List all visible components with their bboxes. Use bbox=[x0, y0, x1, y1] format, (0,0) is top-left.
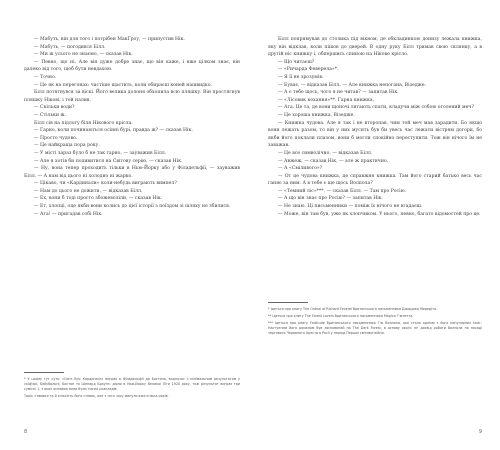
paragraph: — Це хороша книжка, Візедже. bbox=[278, 112, 355, 118]
paragraph: — А що він знає про Росію? — запитав Нік. bbox=[278, 196, 384, 202]
paragraph: — А є тебе щось, чого я не читав? — запитав Нік. bbox=[278, 90, 399, 96]
paragraph: — Я її не зрозумів. bbox=[278, 74, 324, 80]
paragraph: — Мабуть, він для того і потрібен МакГроу, — припустив Нік. bbox=[34, 37, 185, 42]
paragraph: — Що читаєш? bbox=[278, 59, 315, 65]
paragraph: — Ет, хлопці, оце якби вони колись до цієї історії з поїздом зі шляху не збилися. bbox=[34, 204, 231, 210]
paragraph: — Це все символічно, — відказав Білл. bbox=[278, 150, 373, 156]
paragraph: — Це як на перегонах: частіше щастить, коли обираєш коней нашвидко. bbox=[34, 82, 212, 88]
paragraph: Білл потягнувся за віскі. Його велика долоня обхопила всю пляшку. Він простягнув пляшку Нікові, і той налив. bbox=[24, 90, 240, 103]
paragraph: — «Лісовик кохання»**. Гарна книжка. bbox=[278, 97, 375, 103]
footnote-divider bbox=[24, 372, 64, 373]
paragraph: — Гарно, коли починаються осінні бурі, правда ж? — сказав Нік. bbox=[34, 128, 193, 134]
page-number: 8 bbox=[24, 429, 28, 435]
paragraph: — Може, він там був, уже як хлопчиком. У нього, певно, багато відомостей про це. bbox=[278, 211, 481, 217]
paragraph: — Скільки води? bbox=[34, 105, 75, 111]
paragraph: — Ех, вони б тоді просто збожеволіли, — сказав Нік. bbox=[34, 196, 163, 202]
paragraph: — А «Сміливого»? bbox=[278, 166, 323, 172]
page-number: 9 bbox=[478, 429, 482, 435]
paragraph: — Ми ж усього не знаємо, — сказав Нік. bbox=[34, 52, 133, 58]
paragraph: Білл сів на підлогу біля Нікового крісла. bbox=[34, 120, 133, 126]
paragraph: — Буває, — відказав Білл. — Але книжка непогана, Візедже. bbox=[278, 82, 427, 88]
footnote: Торік з'явився та й кількість його ставок, але з того часу минуло вже кілька років. bbox=[24, 393, 169, 398]
footnote: ** Ідеться про книгу The Forest Lovers британського письменника Моріса Г'юлетта. bbox=[268, 313, 414, 318]
footnote: * Ідеться про книгу The Ordeal of Richard Feverel британського письменника Джорджа Мередіта. bbox=[268, 307, 438, 311]
paragraph: — «Ричарда Феверела»*. bbox=[278, 67, 339, 73]
paragraph: — Не знаю. Ці письменники — поміж їх нічого не вгадаєш. bbox=[278, 204, 423, 210]
paragraph: — У місті зараз було б не так гарно, — зауважив Білл. bbox=[34, 150, 167, 156]
footnote: *** Ідеться про книгу Fortitude британського письменника Г'ю Волпола, яка стала однією з його популярних книг. Наступним його романом був заснований на The Dark Forest, в основу якого ліг досвід роботи Волпола на посаді чергового Червоного Хреста в Росії у період Першої світової війни. bbox=[268, 320, 482, 335]
paragraph: — Але я хотів би подивитися на Світову серію, — сказав Нік. bbox=[34, 158, 183, 164]
paragraph: — Мабуть, — погодився Білл. bbox=[34, 44, 106, 50]
paragraph: — Цікаво, чи «Кардинали» коли-небудь виграють вимпел? bbox=[34, 181, 177, 187]
right-page-footnotes bbox=[268, 307, 482, 338]
paragraph: — Це найкраща пора року. bbox=[34, 143, 100, 149]
paragraph: Білл попрямував до столика під вікном, де обкладинкою донизу лежала книжка, яку він відклав, коли пішов до дверей. В одну руку Білл тримав свою склянку, а в другій ніс книжку і, обпершись спиною на Нікове крісло. bbox=[268, 37, 482, 58]
left-page-body bbox=[24, 36, 240, 218]
paragraph: — Точно. bbox=[34, 74, 57, 80]
paragraph: — От це чудова книжка, це справжня книжка. Там його старий батько весь час ганяє за ним. А в тебе є ще щось Волпола? bbox=[268, 173, 482, 187]
paragraph: — «Темний ліс»***, — сказав Білл. — Там про Росію. bbox=[278, 188, 407, 194]
paragraph: — Нам до цього не дожити, — відказав Білл. bbox=[34, 188, 143, 194]
left-page-footnotes bbox=[24, 377, 240, 401]
paragraph: — Певно, що ні. Але він дуже добре знає, що він каже, і вже цілком знає, він далеко від того, щоб бути невдахою. bbox=[24, 59, 240, 73]
paragraph: — Стільки ж. bbox=[34, 112, 67, 118]
right-page-body bbox=[268, 36, 482, 218]
paragraph: — Ага! — пригадав собі Нік. bbox=[34, 211, 103, 217]
paragraph: — Книжка чудова. Але я так і не второпав, чим той меч мав зарадити. Бо якщо вони лежать разом, то він у них мусить був би увесь час лежати вістрям догори, бо якби його поклали плазом, вони б могли спокійно переступити. Тож він нічого їм не заважав. bbox=[268, 120, 482, 149]
paragraph: — Ага. Це та, де вони щоночі лягають спати, кладучи між собою оголений меч? bbox=[278, 105, 474, 111]
right-page bbox=[250, 0, 500, 450]
footnote-divider bbox=[268, 302, 308, 303]
paragraph: — Авжеж, — сказав Нік, — але ж практично. bbox=[278, 158, 389, 164]
paragraph: — Ну, вона тепер проходить тільки в Нью-Йорку або у Філадельфії, — зауважив Білл. — А нам від цього ні холодно ні жарко. bbox=[24, 166, 240, 179]
footnote: * У цьому тут суть: «Сент-Луїс Кардиналз» виграє в Філадельфії до Бостона, водночас з мінімальним результатом у скіф'єрі, Бейсбольні, Бостон та Шепард Браунз: діяли в Нью-Йорку Великої Ліги 1920 року, тож результат виграє три сумісні 1, з яких основою вони були тисячі розкладів. bbox=[24, 377, 240, 391]
paragraph: — Просто чудово. bbox=[34, 135, 78, 141]
